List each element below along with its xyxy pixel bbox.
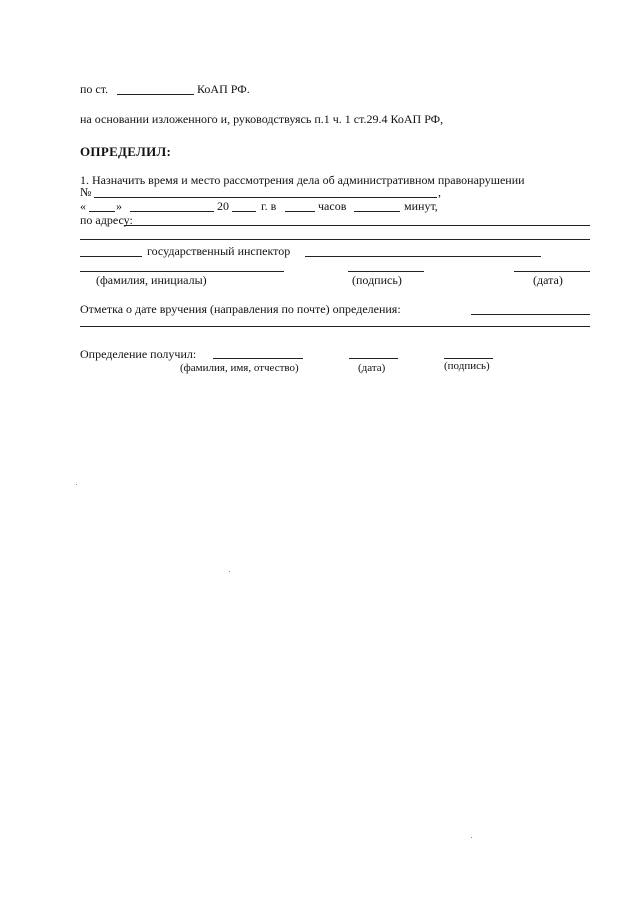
caption-name: (фамилия, инициалы)	[96, 273, 207, 287]
decision-heading: ОПРЕДЕЛИЛ:	[80, 144, 172, 159]
year-prefix: 20	[217, 199, 229, 213]
date-open-quote: «	[80, 199, 86, 213]
received-caption-sign: (подпись)	[444, 360, 490, 372]
scan-speck	[229, 571, 230, 572]
caption-date: (дата)	[533, 273, 563, 287]
article-prefix: по ст.	[80, 82, 109, 96]
address-label: по адресу:	[80, 213, 133, 227]
address-field[interactable]	[124, 225, 590, 226]
inspector-sign-underline[interactable]	[348, 271, 424, 272]
inspector-date-underline[interactable]	[514, 271, 590, 272]
day-field[interactable]	[89, 211, 115, 212]
received-caption-date: (дата)	[358, 362, 386, 374]
delivery-field-line2[interactable]	[80, 326, 590, 327]
minutes-field[interactable]	[354, 211, 400, 212]
case-number-comma: ,	[438, 185, 441, 199]
received-date-field[interactable]	[349, 358, 398, 359]
caption-sign: (подпись)	[352, 273, 402, 287]
minutes-label: минут,	[404, 199, 438, 213]
case-number-field[interactable]	[94, 197, 437, 198]
year-field[interactable]	[232, 211, 256, 212]
scan-speck	[76, 484, 77, 485]
article-number-field[interactable]	[117, 94, 194, 95]
number-sign: №	[80, 185, 92, 199]
inspector-name-underline[interactable]	[80, 271, 284, 272]
inspector-prefix-field[interactable]	[80, 256, 142, 257]
received-sign-field[interactable]	[444, 358, 493, 359]
scan-speck	[471, 837, 472, 838]
received-name-field[interactable]	[213, 358, 303, 359]
hours-label: часов	[318, 199, 347, 213]
inspector-name-field[interactable]	[305, 256, 541, 257]
hours-field[interactable]	[285, 211, 315, 212]
basis-text: на основании изложенного и, руководствуясь п.1 ч. 1 ст.29.4 КоАП РФ,	[80, 112, 444, 126]
delivery-field[interactable]	[471, 314, 590, 315]
date-close-quote: »	[116, 199, 122, 213]
year-suffix: г. в	[261, 199, 277, 213]
item1-text: 1. Назначить время и место рассмотрения дела об административном правонарушении	[80, 173, 525, 187]
delivery-text: Отметка о дате вручения (направления по почте) определения:	[80, 302, 401, 316]
received-label: Определение получил:	[80, 347, 197, 361]
inspector-title: государственный инспектор	[147, 244, 291, 258]
month-field[interactable]	[130, 211, 214, 212]
address-field-line2[interactable]	[80, 239, 590, 240]
article-suffix: КоАП РФ.	[197, 82, 250, 96]
received-caption-name: (фамилия, имя, отчество)	[180, 362, 299, 374]
